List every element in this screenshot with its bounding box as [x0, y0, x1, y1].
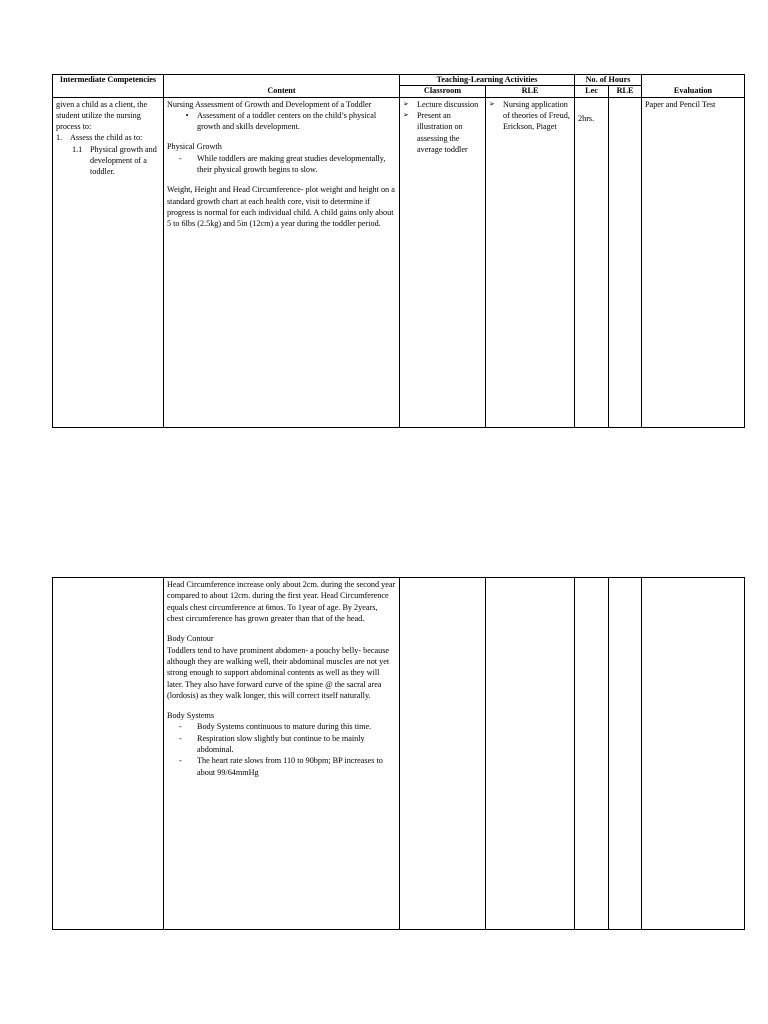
arrow-bullet-icon: ➢ — [403, 111, 409, 120]
rle-item-text: Nursing application of theories of Freud, Erickson, Piaget — [503, 99, 570, 132]
classroom-cell — [400, 97, 486, 427]
lec-hours-cell — [575, 97, 609, 427]
header-activities: Teaching-Learning Activities — [400, 75, 575, 86]
head-circumference-paragraph: Head Circumference increase only about 2cm. during the second year compared to about 12cm. during the first year. Head Circumference equals chest circumference at 6mos. To 1year of age. By 2years, chest circumference has grown greater than that of the head. — [167, 580, 396, 623]
classroom-item-text: Present an illustration on assessing the average toddler — [417, 111, 468, 154]
body-systems-text: Respiration slow slightly but continue to be mainly abdominal. — [197, 733, 365, 755]
dash-icon: - — [179, 722, 182, 732]
competency-sub-number: 1.1 — [72, 144, 83, 154]
rle-cell — [486, 97, 575, 427]
competencies-cell-continued — [53, 578, 164, 930]
header-classroom: Classroom — [400, 86, 486, 97]
content-cell-continued — [164, 578, 400, 930]
competency-sub-text: Physical growth and development of a toddler. — [90, 144, 157, 177]
content-bullet-text: Assessment of a toddler centers on the child’s physical growth and skills development. — [197, 110, 377, 132]
header-rle: RLE — [486, 86, 575, 97]
header-lec: Lec — [575, 86, 609, 97]
classroom-cell-continued — [400, 578, 486, 930]
header-evaluation: Evaluation — [642, 75, 745, 98]
competency-number: 1. — [56, 133, 63, 143]
evaluation-cell-continued — [642, 578, 745, 930]
weight-height-paragraph: Weight, Height and Head Circumference- plot weight and height on a standard growth chart at each health core, visit to determine if progress is normal for each individual child. A child gains only about 5 to 6lbs (2.5kg) and 5in (12cm) a year during the toddler period. — [167, 185, 395, 229]
body-contour-paragraph: Toddlers tend to have prominent abdomen- a pouchy belly- because although they are walking well, their abdominal muscles are not yet strong enough to support abdominal contents as well as they will later. They also have forward curve of the spine @ the sacral area (lordosis) as they walk longer, this will correct itself naturally. — [167, 645, 390, 700]
evaluation-cell: Paper and Pencil Test — [642, 97, 745, 427]
body-systems-heading: Body Systems — [167, 711, 215, 721]
competency-subitem — [56, 144, 160, 178]
curriculum-table-2 — [52, 577, 745, 930]
competency-text: Assess the child as to: — [70, 133, 143, 143]
physical-growth-text: While toddlers are making great studies developmentally, their physical growth begins to slow. — [197, 153, 386, 175]
lec-hours-cell-continued — [575, 578, 609, 930]
arrow-bullet-icon: ➢ — [403, 99, 409, 108]
content-title: Nursing Assessment of Growth and Development of a Toddler — [167, 99, 372, 109]
classroom-item-text: Lecture discussion — [417, 99, 479, 109]
dash-icon: - — [179, 756, 182, 766]
body-systems-item — [167, 733, 396, 756]
header-content: Content — [164, 75, 400, 98]
rle-cell-continued — [486, 578, 575, 930]
competencies-cell — [53, 97, 164, 427]
competency-item — [56, 132, 160, 143]
physical-growth-heading: Physical Growth — [167, 142, 222, 152]
header-competencies: Intermediate Competencies — [53, 75, 164, 98]
classroom-item — [403, 99, 482, 111]
classroom-item — [403, 110, 482, 155]
body-systems-item — [167, 721, 396, 732]
bullet-icon: • — [185, 110, 189, 120]
body-systems-text: Body Systems continuous to mature during this time. — [197, 722, 372, 732]
header-hours-rle: RLE — [609, 86, 642, 97]
physical-growth-item — [167, 153, 396, 176]
content-bullet — [167, 110, 396, 133]
arrow-bullet-icon: ➢ — [489, 99, 495, 108]
rle-hours-cell — [609, 97, 642, 427]
dash-icon: - — [179, 153, 182, 163]
rle-item — [489, 99, 571, 133]
competencies-intro: given a child as a client, the student utilize the nursing process to: — [56, 99, 148, 132]
dash-icon: - — [179, 733, 182, 743]
rle-hours-cell-continued — [609, 578, 642, 930]
body-contour-heading: Body Contour — [167, 634, 214, 644]
header-hours: No. of Hours — [575, 75, 642, 86]
body-systems-text: The heart rate slows from 110 to 90bpm; BP increases to about 99/64mmHg — [197, 756, 383, 777]
body-systems-item — [167, 755, 396, 778]
lec-hours-value: 2hrs. — [578, 113, 595, 123]
curriculum-table-1 — [52, 74, 745, 428]
content-cell — [164, 97, 400, 427]
